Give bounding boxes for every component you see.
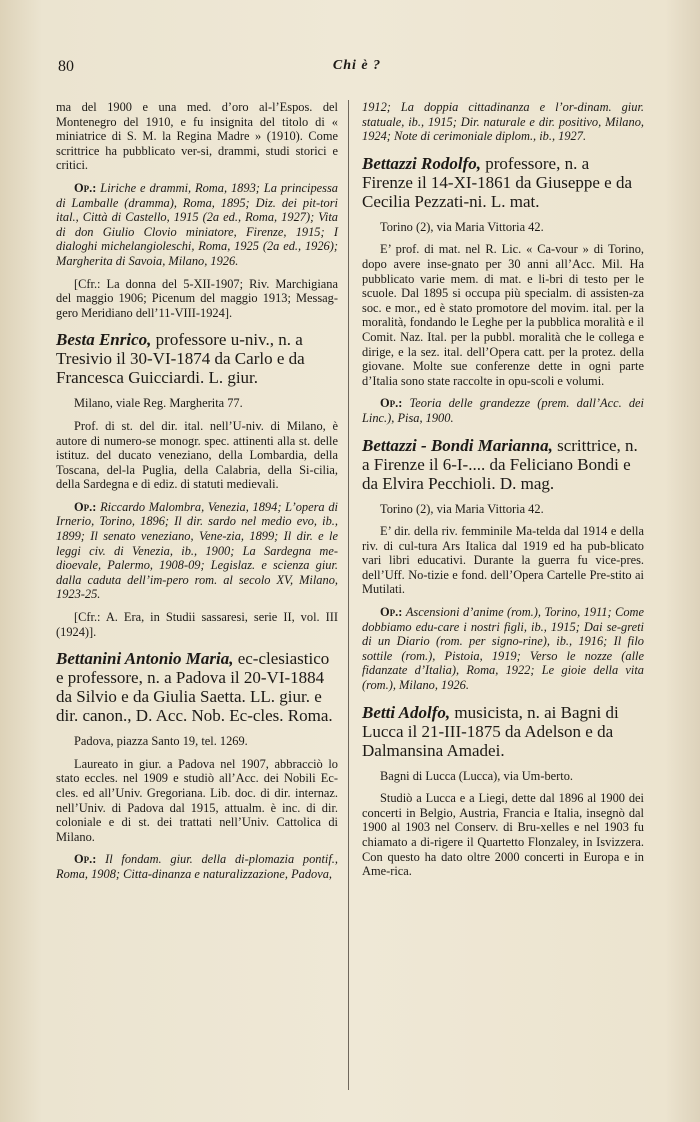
works-continuation: 1912; La doppia cittadinanza e l’or-dinam. giur. statuale, ib., 1915; Dir. naturale e dir. positivo, Milano, 1924; Note di cerimoniale diplom., ib., 1927. [362,100,644,144]
works-label: Op.: [74,499,97,514]
entry-address: Torino (2), via Maria Vittoria 42. [380,501,544,516]
entry-heading-bettazzi-bondi [362,436,644,493]
entry-address: Bagni di Lucca (Lucca), via Um-berto. [380,768,574,783]
works-paragraph [56,852,338,881]
entry-description: musicista, n. ai Bagni di Lucca il 21-III-1875 da Adelson e da Dalmansina Amadei. [362,702,619,760]
works-paragraph [56,181,338,269]
entry-description: ec-clesiastico e professore, n. a Padova il 20-VI-1884 da Silvio e da Giulia Saetta. LL. giur. e dir. canon., D. Acc. Nob. Ec-cles. Roma. [56,649,333,726]
entry-heading-betti [362,703,644,760]
entry-heading-bettazzi-rodolfo [362,154,644,211]
entry-name: Betti Adolfo, [362,702,451,722]
works-label: Op.: [380,396,403,411]
entry-description: scrittrice, n. a Firenze il 6-I-.... da Feliciano Bondi e da Elvira Pecchioli. D. mag. [362,435,638,493]
works-paragraph [362,396,644,425]
column-divider [348,100,349,1090]
works-paragraph [362,605,644,693]
page-header [58,58,656,82]
references-paragraph: [Cfr.: La donna del 5-XII-1907; Riv. Marchigiana del maggio 1906; Picenum del maggio 1913; Messag-gero Meridiano dell’11-VIII-1924]. [56,276,338,320]
works-text: Teoria delle grandezze (prem. dall’Acc. dei Linc.), Pisa, 1900. [362,396,644,425]
works-label: Op.: [74,180,97,195]
entry-address: Padova, piazza Santo 19, tel. 1269. [74,734,248,749]
right-column [362,100,644,879]
references-paragraph: [Cfr.: A. Era, in Studii sassaresi, serie II, vol. III (1924)]. [56,610,338,639]
entry-name: Bettazzi - Bondi Marianna, [362,435,553,455]
entry-heading-besta [56,330,338,387]
entry-address: Torino (2), via Maria Vittoria 42. [380,219,544,234]
entry-biography: E’ dir. della riv. femminile Ma-telda dal 1914 e della riv. di cul-tura Ars Italica dal 1919 ed ha pub-blicato vari libri educativi. Durante la guerra fu vice-pres. dell’Uff. No-tizie e fond. dell’Opera Cartelle Pre-stito ai Mutilati. [362,524,644,597]
entry-name: Besta Enrico, [56,330,152,350]
works-text: Riccardo Malombra, Venezia, 1894; L’opera di Irnerio, Torino, 1896; Il dir. sardo nel medio evo, ib., 1899; Il senato veneziano, Vene-zia, 1899; Il dir. e le leggi civ. di Venezia, ib., 1900; La Sardegna me-dioevale, Palermo, 1908-09; Legislaz. e scienza giur. dalla caduta dell’im-pero rom. al secolo XV, Milano, 1923-25. [56,499,338,602]
entry-biography: Studiò a Lucca e a Liegi, dette dal 1896 al 1900 dei concerti in Belgio, Austria, Francia e Italia, insegnò dal 1900 al 1903 nel Conserv. di Bru-xelles e nel 1903 fu chiamato a di-rigere il Quartetto Flonzaley, in Isvizzera. Con questo ha dato oltre 2000 concerti in Europa e in Ame-rica. [362,791,644,879]
works-text: Il fondam. giur. della di-plomazia pontif., Roma, 1908; Citta-dinanza e naturalizzazione, Padova, [56,852,338,881]
entry-name: Bettazzi Rodolfo, [362,153,482,173]
works-label: Op.: [380,605,403,620]
page-number: 80 [58,58,74,75]
running-head: Chi è ? [332,58,382,73]
entry-name: Bettanini Antonio Maria, [56,649,234,669]
entry-description: professore, n. a Firenze il 14-XI-1861 da Giuseppe e da Cecilia Pezzati-ni. L. mat. [362,153,633,211]
entry-biography: Laureato in giur. a Padova nel 1907, abbracciò lo stato eccles. nel 1909 e studiò all’Acc. dei Nobili Ec-cles. ed all’Univ. Gregoriana. Lib. doc. di dir. internaz. nell’Univ. di Padova dal 1915, attualm. è inc. di dir. coloniale e di st. dei trattati nell’Univ. Cattolica di Milano. [56,756,338,844]
entry-heading-bettanini [56,649,338,725]
works-paragraph [56,500,338,602]
left-column [56,100,338,882]
entry-description: professore u-niv., n. a Tresivio il 30-VI-1874 da Carlo e da Francesca Guicciardi. L. giur. [56,330,305,388]
works-text: Liriche e drammi, Roma, 1893; La principessa di Lamballe (dramma), Roma, 1895; Diz. dei pit-tori ital., Città di Castello, 1915 (2a ed., Roma, 1927); Vita di don Giulio Clovio miniatore, Firenze, 1915; I dialoghi michelangioleschi, Roma, 1925 (2a ed., 1926); Margherita di Savoia, Milano, 1926. [56,180,338,268]
entry-biography: Prof. di st. del dir. ital. nell’U-niv. di Milano, è autore di numero-se monogr. spec. attinenti alla st. delle istituz. del ducato veneziano, della Lombardia, della Toscana, del-la Puglia, della Calabria, della Si-cilia, della Sardegna e di ediz. di statuti medievali. [56,418,338,492]
entry-biography: E’ prof. di mat. nel R. Lic. « Ca-vour » di Torino, dopo avere inse-gnato per 30 anni all’Acc. Mil. Ha pubblicato varie mem. di mat. e li-bri di testo per le scuole. Dal 1895 si occupa più specialm. di assisten-za soc. e mor., ed è stato promotore del movim. ital. per la moralità, fondando le Leghe per la pubblica moralità e il Comit. Naz. Ital. per la pubbl. moralità che le collega e dirige, e la sez. ital. dell’Opera catt. per la protez. della giovane. Molte sue conferenze dette in ogni parte d’Italia sono state raccolte in opu-scoli e volumi. [362,242,644,388]
works-label: Op.: [74,852,97,867]
entry-continuation: ma del 1900 e una med. d’oro al-l’Espos. del Montenegro del 1910, e fu insignita del titolo di « miniatrice di S. M. la Regina Madre » (1910). Come scrittrice ha pubblicato ver-si, drammi, studi storici e critici. [56,100,338,173]
entry-address: Milano, viale Reg. Margherita 77. [74,396,243,411]
works-text: Ascensioni d’anime (rom.), Torino, 1911; Come dobbiamo edu-care i nostri figli, ib., 1915; Dai se-greti di un Diario (rom. per signo-rine), ib., 1916; Il filo sottile (rom.), Pistoia, 1919; Verso le nozze (alle fidanzate d’Italia), Roma, 1922; Le gioie della vita (rom.), Milano, 1926. [362,605,644,693]
